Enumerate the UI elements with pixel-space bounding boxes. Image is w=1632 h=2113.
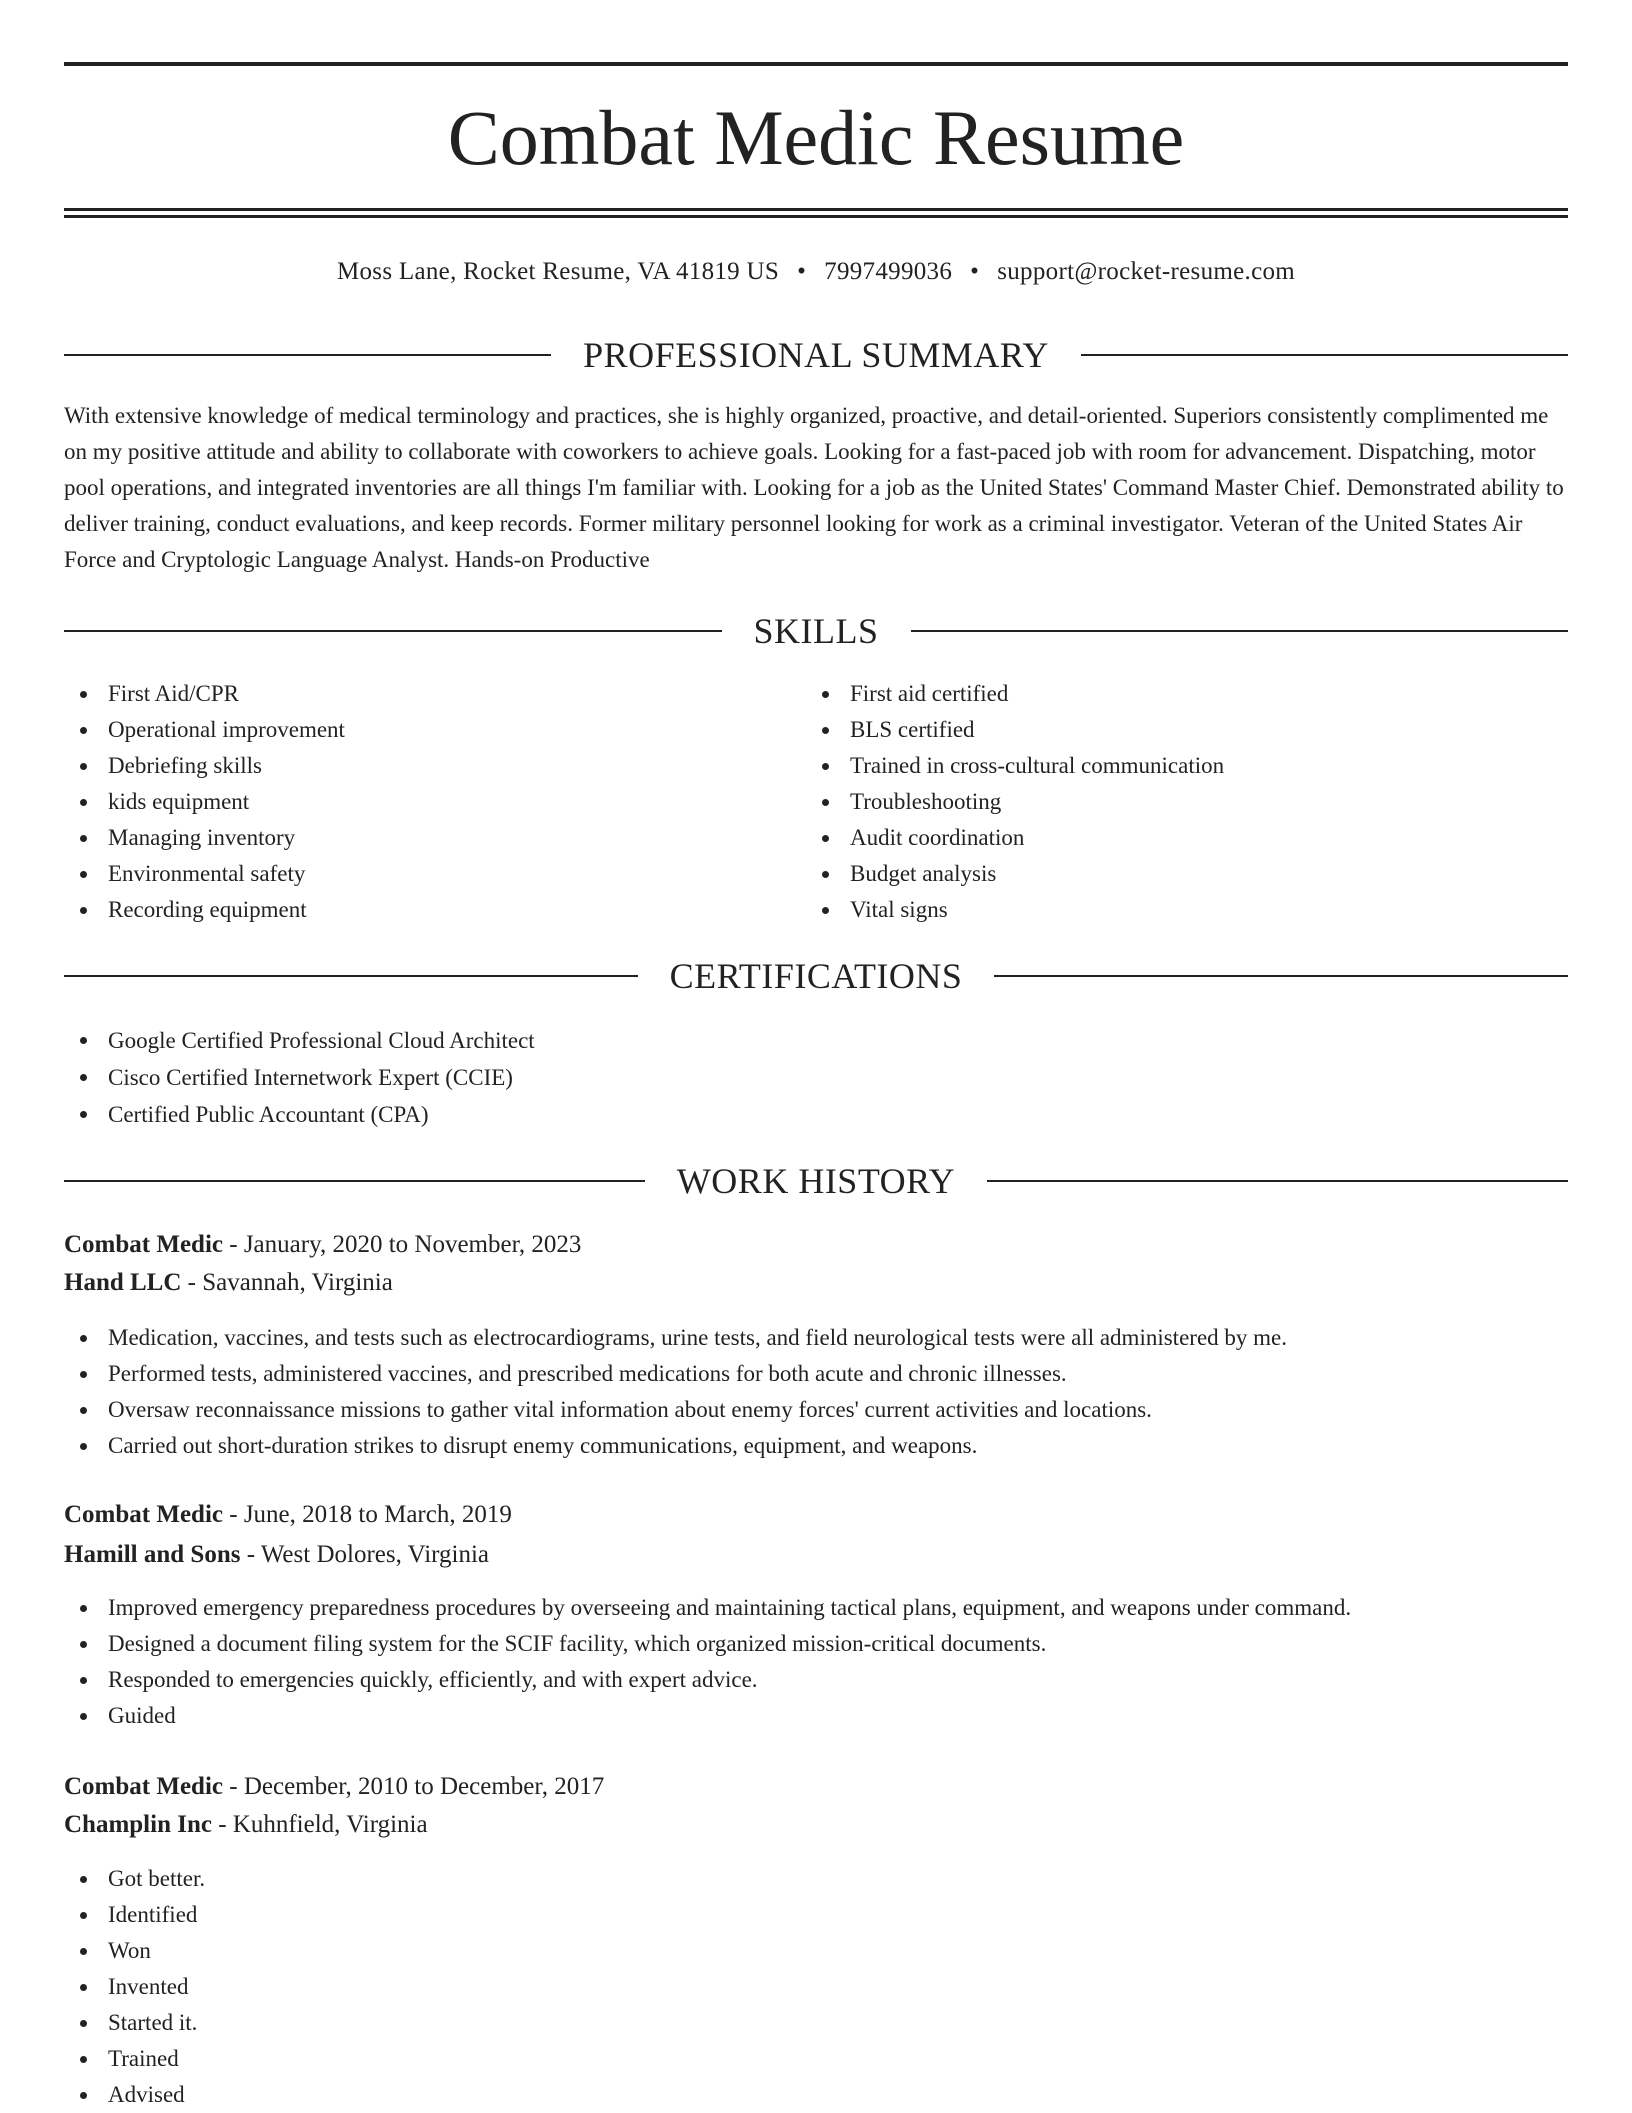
- contact-line: [64, 252, 1568, 292]
- summary-text: With extensive knowledge of medical terminology and practices, she is highly organized, proactive, and detail-oriented. Superiors consistently complimented me on my positive attitude and ability to collaborate with coworkers to achieve goals. Looking for a fast-paced job with room for advancement. Dispatching, motor pool operations, and integrated inventories are all things I'm familiar with. Looking for a job as the United States' Command Master Chief. Demonstrated ability to deliver training, conduct evaluations, and keep records. Former military personnel looking for work as a criminal investigator. Veteran of the United States Air Force and Cryptologic Language Analyst. Hands-on Productive: [64, 403, 1564, 572]
- job-bullet: Oversaw reconnaissance missions to gather vital information about enemy forces' current activities and locations.: [64, 1392, 1568, 1428]
- job-location: - Savannah, Virginia: [187, 1269, 393, 1296]
- skill-item: BLS certified: [806, 712, 1566, 748]
- job-company: Champlin Inc: [64, 1811, 212, 1838]
- section-header-skills: [64, 606, 1568, 656]
- section-header-certifications: [64, 951, 1568, 1001]
- section-rule: [64, 630, 722, 632]
- job-bullet: Responded to emergencies quickly, efficiently, and with expert advice.: [64, 1662, 1568, 1698]
- skill-item: Troubleshooting: [806, 784, 1566, 820]
- section-title: CERTIFICATIONS: [669, 956, 963, 996]
- section-title: WORK HISTORY: [676, 1161, 956, 1201]
- job-bullet: Carried out short-duration strikes to disrupt enemy communications, equipment, and weapons.: [64, 1428, 1568, 1464]
- skill-item: Debriefing skills: [64, 748, 764, 784]
- skill-item: Operational improvement: [64, 712, 764, 748]
- job-bullets: [64, 1320, 1568, 1464]
- section-header-work-history: [64, 1156, 1568, 1206]
- job-dates: - December, 2010 to December, 2017: [229, 1773, 605, 1800]
- section-rule: [64, 975, 638, 977]
- job-bullet: Got better.: [64, 1861, 1568, 1897]
- skill-item: First aid certified: [806, 676, 1566, 712]
- job-company-line: [64, 1536, 1568, 1574]
- section-rule: [994, 975, 1568, 977]
- job-bullet: Designed a document filing system for the SCIF facility, which organized mission-critical documents.: [64, 1626, 1568, 1662]
- certification-item: Certified Public Accountant (CPA): [64, 1096, 1568, 1133]
- section-title: PROFESSIONAL SUMMARY: [583, 335, 1049, 375]
- section-rule: [1081, 354, 1568, 356]
- job-title: Combat Medic: [64, 1231, 223, 1258]
- section-header-summary: [64, 330, 1568, 380]
- job-bullet: Performed tests, administered vaccines, and prescribed medications for both acute and chronic illnesses.: [64, 1356, 1568, 1392]
- job-bullet: Won: [64, 1933, 1568, 1969]
- job-bullet: Improved emergency preparedness procedures by overseeing and maintaining tactical plans, equipment, and weapons under command.: [64, 1590, 1568, 1626]
- job-bullet: Invented: [64, 1969, 1568, 2005]
- skill-item: Audit coordination: [806, 820, 1566, 856]
- skill-item: Recording equipment: [64, 892, 764, 928]
- certification-item: Google Certified Professional Cloud Architect: [64, 1022, 1568, 1059]
- top-rule: [64, 62, 1568, 66]
- job-title: Combat Medic: [64, 1773, 223, 1800]
- section-rule: [64, 354, 551, 356]
- job-bullet: Guided: [64, 1698, 1568, 1734]
- section-rule: [911, 630, 1569, 632]
- skills-list-left: [64, 676, 764, 928]
- job-dates: - January, 2020 to November, 2023: [229, 1231, 582, 1258]
- skill-item: Budget analysis: [806, 856, 1566, 892]
- job-company: Hand LLC: [64, 1269, 182, 1296]
- job-company-line: [64, 1806, 1568, 1844]
- skill-item: Environmental safety: [64, 856, 764, 892]
- job-bullet: Advised: [64, 2077, 1568, 2113]
- job-bullet: Started it.: [64, 2005, 1568, 2041]
- job-bullet: Identified: [64, 1897, 1568, 1933]
- job-company-line: [64, 1264, 1568, 1302]
- job-bullets: [64, 1861, 1568, 2113]
- job-title-line: [64, 1496, 1568, 1534]
- job-bullets: [64, 1590, 1568, 1734]
- section-rule: [987, 1180, 1568, 1182]
- job-title: Combat Medic: [64, 1501, 223, 1528]
- job-bullet: Trained: [64, 2041, 1568, 2077]
- skill-item: kids equipment: [64, 784, 764, 820]
- contact-separator: •: [970, 258, 980, 285]
- job-dates: - June, 2018 to March, 2019: [229, 1501, 512, 1528]
- skills-list-right: [806, 676, 1566, 928]
- job-title-line: [64, 1226, 1568, 1264]
- contact-address: Moss Lane, Rocket Resume, VA 41819 US: [336, 258, 780, 285]
- skill-item: First Aid/CPR: [64, 676, 764, 712]
- job-location: - Kuhnfield, Virginia: [218, 1811, 428, 1838]
- certification-item: Cisco Certified Internetwork Expert (CCIE): [64, 1059, 1568, 1096]
- job-company: Hamill and Sons: [64, 1541, 241, 1568]
- contact-separator: •: [797, 258, 807, 285]
- certifications-list: [64, 1022, 1568, 1133]
- job-location: - West Dolores, Virginia: [246, 1541, 490, 1568]
- resume-title: Combat Medic Resume: [447, 94, 1185, 181]
- contact-phone: 7997499036: [824, 258, 953, 285]
- job-title-line: [64, 1768, 1568, 1806]
- contact-email: support@rocket-resume.com: [997, 258, 1296, 285]
- skill-item: Trained in cross-cultural communication: [806, 748, 1566, 784]
- job-bullet: Medication, vaccines, and tests such as electrocardiograms, urine tests, and field neurological tests were all administered by me.: [64, 1320, 1568, 1356]
- section-rule: [64, 1180, 645, 1182]
- skill-item: Vital signs: [806, 892, 1566, 928]
- double-rule: [64, 208, 1568, 218]
- section-title: SKILLS: [753, 611, 879, 651]
- skill-item: Managing inventory: [64, 820, 764, 856]
